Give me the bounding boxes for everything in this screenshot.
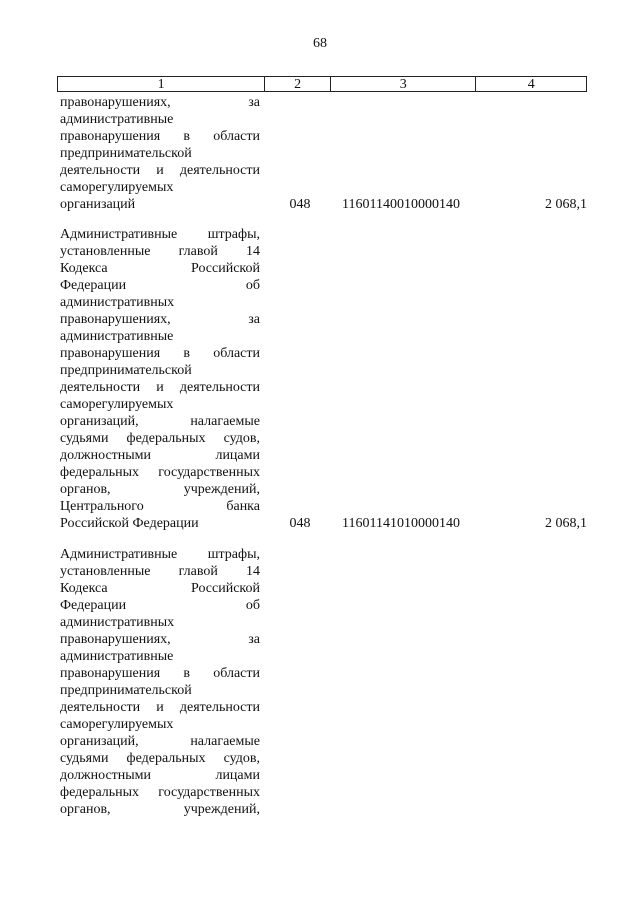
description-line: правонарушениях, за [60, 312, 260, 327]
row-description [60, 226, 260, 532]
description-line: предпринимательской [60, 683, 192, 698]
kbk-code: 11601140010000140 [342, 197, 460, 212]
description-line: федеральных государственных [60, 465, 260, 480]
description-line: организаций [60, 197, 136, 212]
header-col-3: 3 [331, 77, 476, 91]
description-line: должностными лицами [60, 768, 260, 783]
description-line: правонарушения в области [60, 346, 260, 361]
description-line: Федерации об [60, 598, 260, 613]
description-line: предпринимательской [60, 146, 192, 161]
description-line: установленные главой 14 [60, 244, 260, 259]
description-line: административные [60, 112, 174, 127]
description-line: должностными лицами [60, 448, 260, 463]
description-line: судьями федеральных судов, [60, 751, 260, 766]
description-line: Кодекса Российской [60, 581, 260, 596]
kbk-code: 11601141010000140 [342, 516, 460, 531]
description-line: федеральных государственных [60, 785, 260, 800]
description-line: правонарушениях, за [60, 632, 260, 647]
description-line: правонарушения в области [60, 666, 260, 681]
description-line: судьями федеральных судов, [60, 431, 260, 446]
amount: 2 068,1 [545, 516, 587, 531]
admin-code: 048 [289, 516, 311, 531]
description-line: деятельности и деятельности [60, 700, 260, 715]
page-number: 68 [313, 36, 327, 51]
description-line: Российской Федерации [60, 516, 199, 531]
header-col-1: 1 [58, 77, 265, 91]
header-col-2: 2 [265, 77, 331, 91]
description-line: правонарушения в области [60, 129, 260, 144]
description-line: Кодекса Российской [60, 261, 260, 276]
description-line: установленные главой 14 [60, 564, 260, 579]
description-line: предпринимательской [60, 363, 192, 378]
description-line: административные [60, 649, 174, 664]
description-line: саморегулируемых [60, 717, 174, 732]
description-line: органов, учреждений, [60, 802, 260, 817]
description-line: организаций, налагаемые [60, 414, 260, 429]
header-col-4: 4 [527, 77, 535, 92]
description-line: административных [60, 295, 175, 310]
row-description [60, 546, 260, 818]
description-line: организаций, налагаемые [60, 734, 260, 749]
table-header [57, 76, 587, 92]
description-line: Центрального банка [60, 499, 260, 514]
row-description [60, 94, 260, 213]
description-line: правонарушениях, за [60, 95, 260, 110]
description-line: деятельности и деятельности [60, 380, 260, 395]
description-line: саморегулируемых [60, 397, 174, 412]
description-line: органов, учреждений, [60, 482, 260, 497]
description-line: административные [60, 329, 174, 344]
description-line: Административные штрафы, [60, 547, 260, 562]
admin-code: 048 [289, 197, 311, 212]
amount: 2 068,1 [545, 197, 587, 212]
description-line: Федерации об [60, 278, 260, 293]
description-line: саморегулируемых [60, 180, 174, 195]
description-line: административных [60, 615, 175, 630]
description-line: Административные штрафы, [60, 227, 260, 242]
description-line: деятельности и деятельности [60, 163, 260, 178]
